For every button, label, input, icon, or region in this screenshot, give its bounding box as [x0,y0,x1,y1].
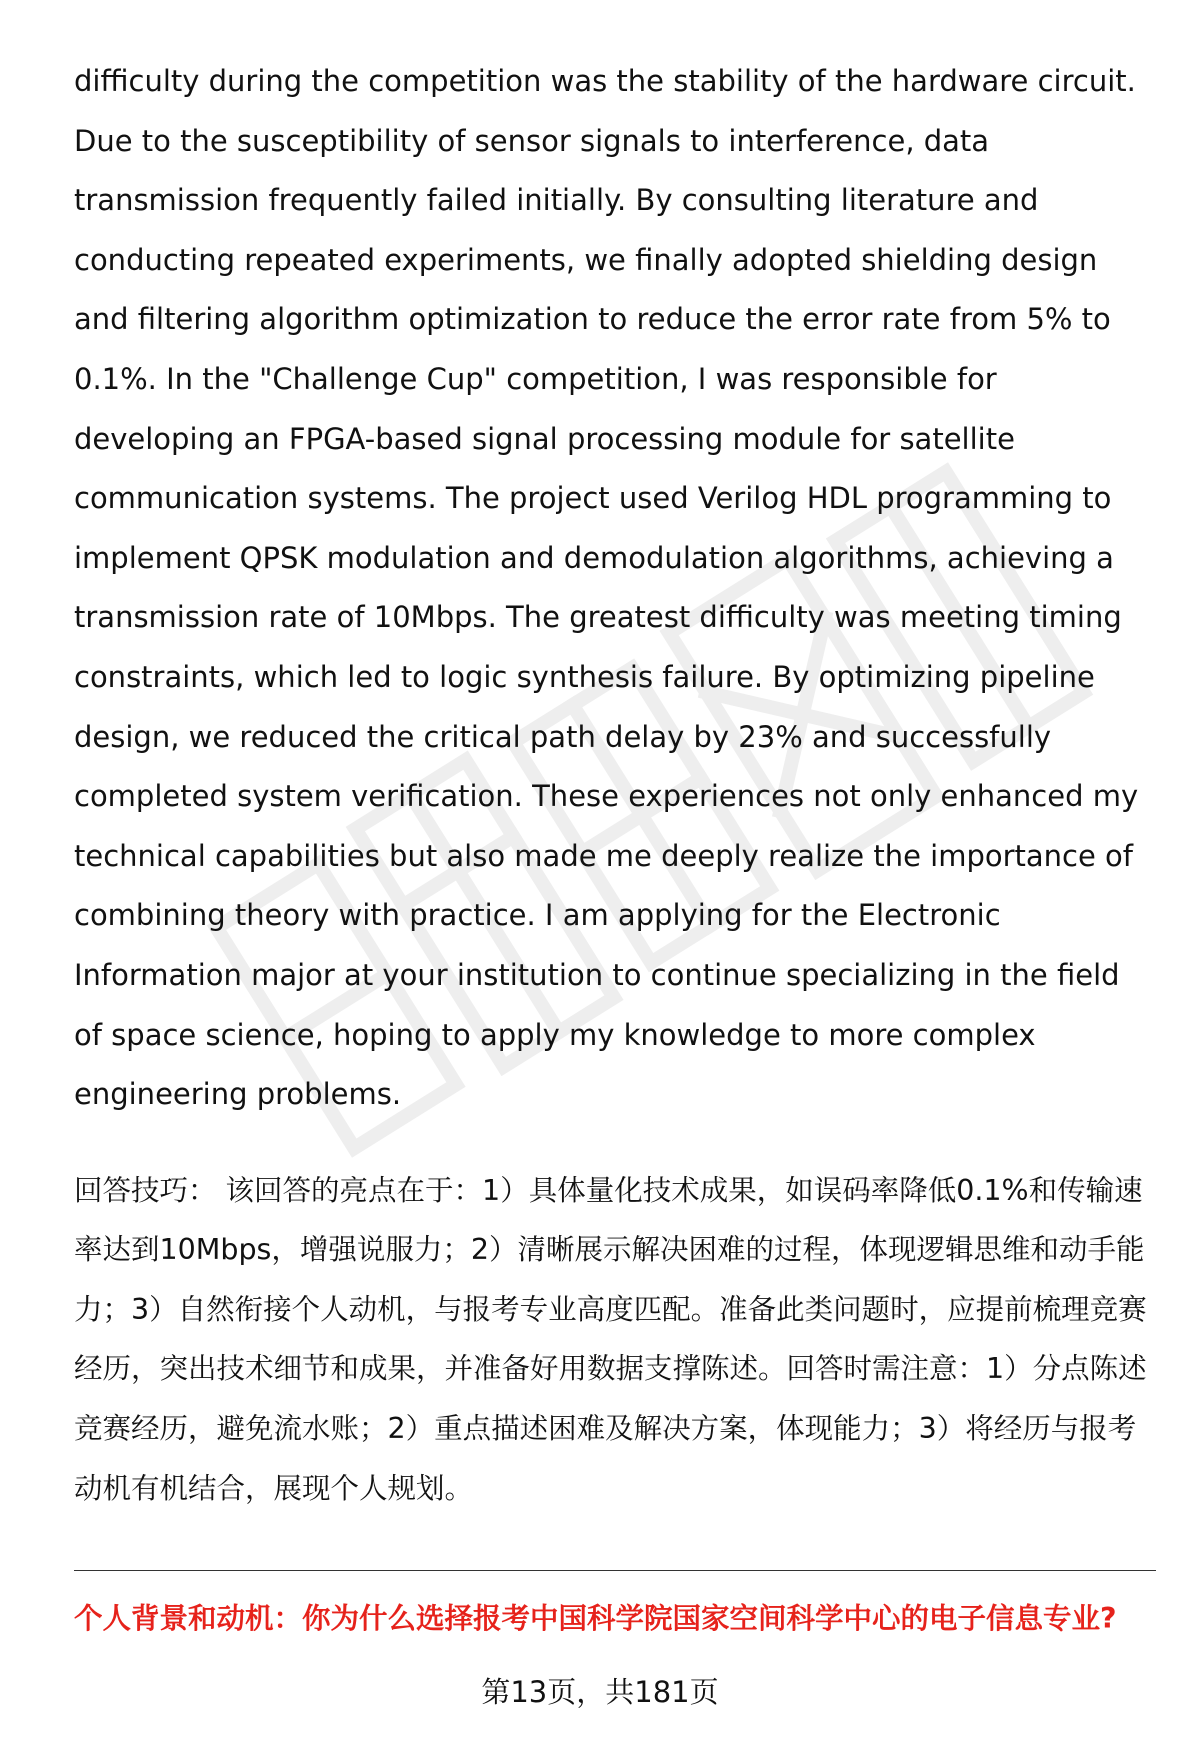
next-question-heading: 个人背景和动机：你为什么选择报考中国科学院国家空间科学中心的电子信息专业? [74,1602,1117,1636]
section-divider [74,1570,1156,1571]
page-content [74,52,1156,1640]
page-number-footer: 第13页，共181页 [481,1675,719,1709]
answer-tip-paragraph: 回答技巧： 该回答的亮点在于：1）具体量化技术成果，如误码率降低0.1%和传输速率达到10Mbps，增强说服力；2）清晰展示解决困难的过程，体现逻辑思维和动手能力；3）自然衔接个人动机，与报考专业高度匹配。准备此类问题时，应提前梳理竞赛经历，突出技术细节和成果，并准备好用数据支撑陈述。回答时需注意：1）分点陈述竞赛经历，避免流水账；2）重点描述困难及解决方案，体现能力；3）将经历与报考动机有机结合，展现个人规划。 [74,1173,1147,1505]
answer-paragraph: difficulty during the competition was the stability of the hardware circuit. Due to the susceptibility of sensor signals to interference, data transmission frequently failed initially. By consulting literature and conducting repeated experiments, we finally adopted shielding design and filtering algorithm optimization to reduce the error rate from 5% to 0.1%. In the "Challenge Cup" competition, I was responsible for developing an FPGA-based signal processing module for satellite communication systems. The project used Verilog HDL programming to implement QPSK modulation and demodulation algorithms, achieving a transmission rate of 10Mbps. The greatest difficulty was meeting timing constraints, which led to logic synthesis failure. By optimizing pipeline design, we reduced the critical path delay by 23% and successfully completed system verification. These experiences not only enhanced my technical capabilities but also made me deeply realize the importance of combining theory with practice. I am applying for the Electronic Information major at your institution to continue specializing in the field of space science, hoping to apply my knowledge to more complex engineering problems. [74,64,1139,1112]
